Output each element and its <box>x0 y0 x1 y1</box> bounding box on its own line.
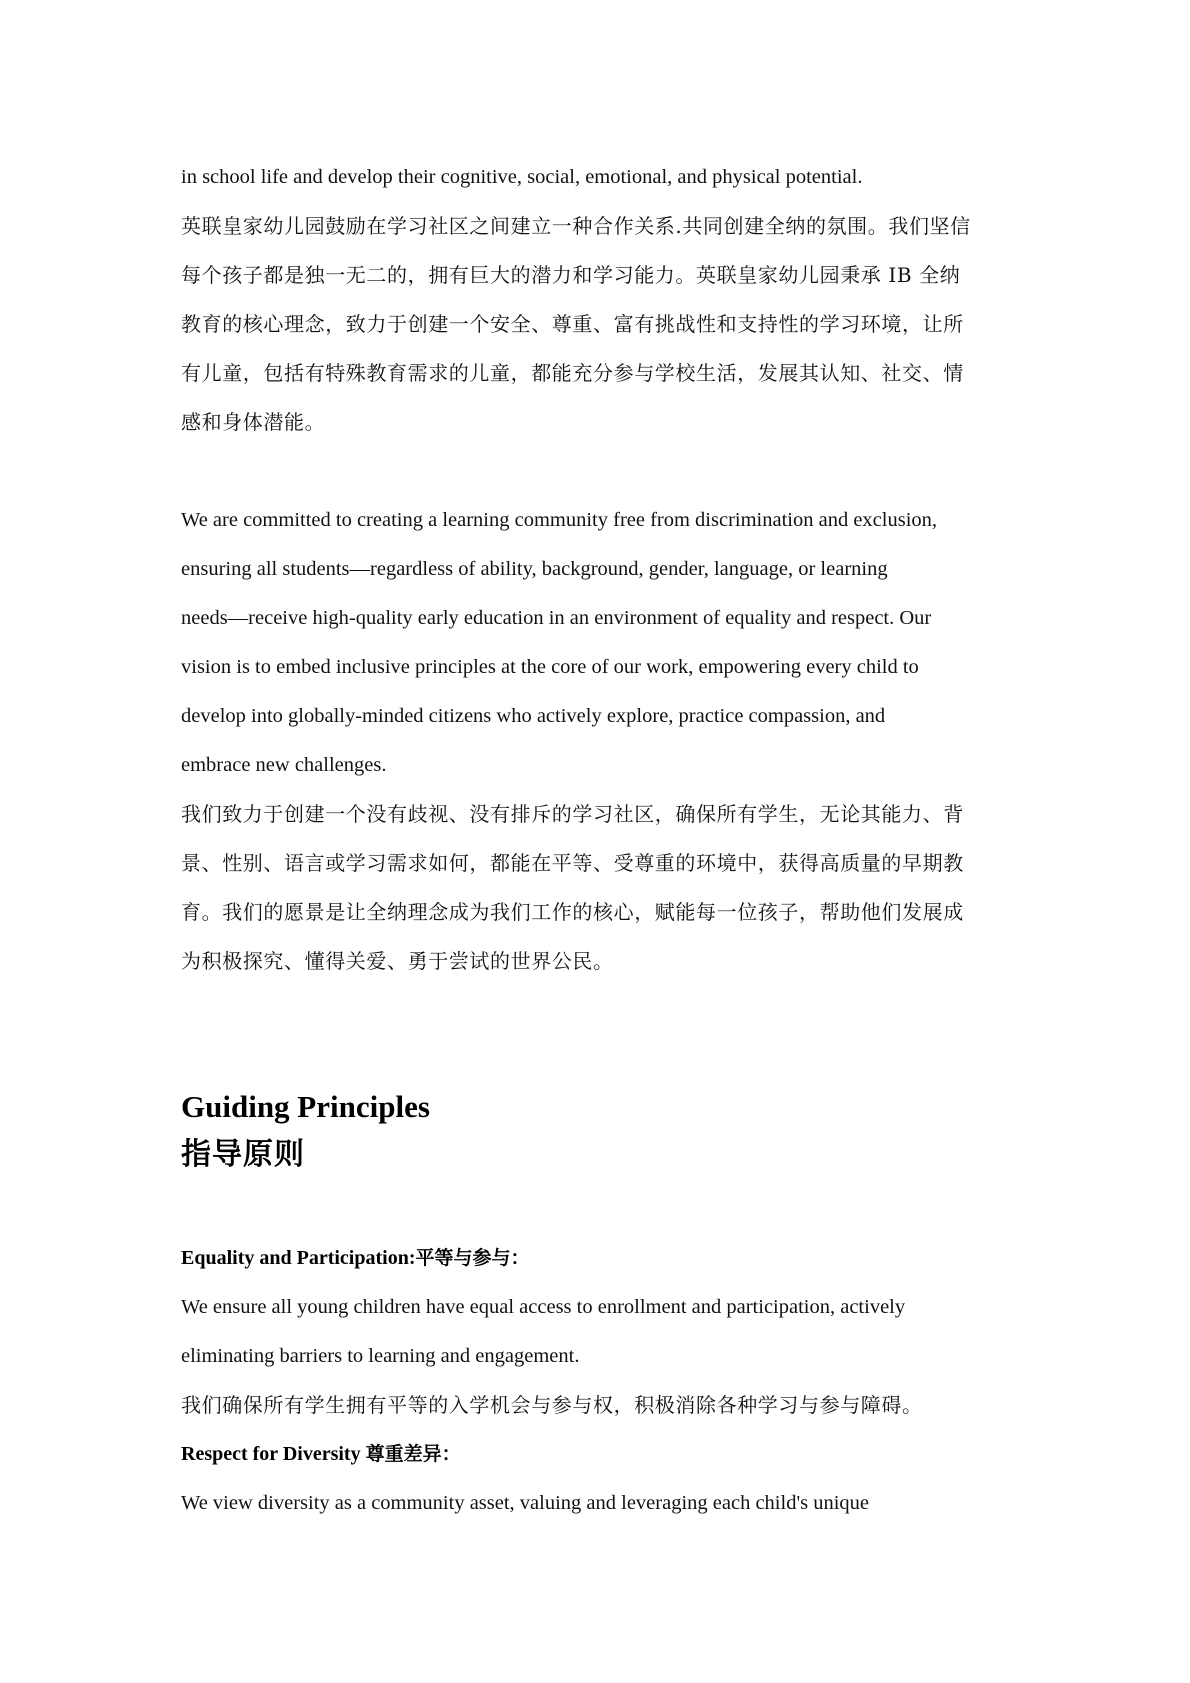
section-title-zh: 指导原则 <box>181 1137 305 1172</box>
commitment-en-line: ensuring all students—regardless of ability, background, gender, language, or learning <box>181 558 888 580</box>
commitment-zh-line: 育。我们的愿景是让全纳理念成为我们工作的核心，赋能每一位孩子，帮助他们发展成 <box>181 900 964 924</box>
principle-heading-en: Equality and Participation: <box>181 1247 416 1269</box>
intro-zh-line: 教育的核心理念，致力于创建一个安全、尊重、富有挑战性和支持性的学习环境，让所 <box>181 312 964 336</box>
equality-zh-line: 我们确保所有学生拥有平等的入学机会与参与权，积极消除各种学习与参与障碍。 <box>181 1393 923 1417</box>
principle-heading-zh: 平等与参与： <box>415 1247 530 1269</box>
principle-heading-diversity <box>181 1441 461 1467</box>
intro-zh-line: 每个孩子都是独一无二的，拥有巨大的潜力和学习能力。英联皇家幼儿园秉承 IB 全纳 <box>181 263 961 287</box>
intro-zh-line: 英联皇家幼儿园鼓励在学习社区之间建立一种合作关系.共同创建全纳的氛围。我们坚信 <box>181 214 971 238</box>
commitment-zh-line: 为积极探究、懂得关爱、勇于尝试的世界公民。 <box>181 949 614 973</box>
section-title-en: Guiding Principles <box>181 1089 430 1124</box>
equality-en-line: eliminating barriers to learning and engagement. <box>181 1345 580 1367</box>
principle-heading-en: Respect for Diversity <box>181 1443 366 1465</box>
intro-zh-line: 感和身体潜能。 <box>181 410 326 434</box>
intro-en-line: in school life and develop their cognitive, social, emotional, and physical potential. <box>181 166 863 188</box>
commitment-zh-line: 景、性别、语言或学习需求如何，都能在平等、受尊重的环境中，获得高质量的早期教 <box>181 851 964 875</box>
commitment-en-line: needs—receive high-quality early education in an environment of equality and respect. Our <box>181 607 932 629</box>
commitment-en-line: We are committed to creating a learning community free from discrimination and exclusion, <box>181 509 938 531</box>
commitment-en-line: embrace new challenges. <box>181 754 387 776</box>
diversity-en-line: We view diversity as a community asset, valuing and leveraging each child's unique <box>181 1492 870 1514</box>
equality-en-line: We ensure all young children have equal access to enrollment and participation, actively <box>181 1296 906 1318</box>
commitment-zh-line: 我们致力于创建一个没有歧视、没有排斥的学习社区，确保所有学生，无论其能力、背 <box>181 802 964 826</box>
commitment-en-line: develop into globally-minded citizens who actively explore, practice compassion, and <box>181 705 886 727</box>
principle-heading-zh: 尊重差异： <box>365 1443 461 1465</box>
commitment-en-line: vision is to embed inclusive principles at the core of our work, empowering every child to <box>181 656 919 678</box>
intro-zh-line: 有儿童，包括有特殊教育需求的儿童，都能充分参与学校生活，发展其认知、社交、情 <box>181 361 964 385</box>
principle-heading-equality <box>181 1245 530 1271</box>
